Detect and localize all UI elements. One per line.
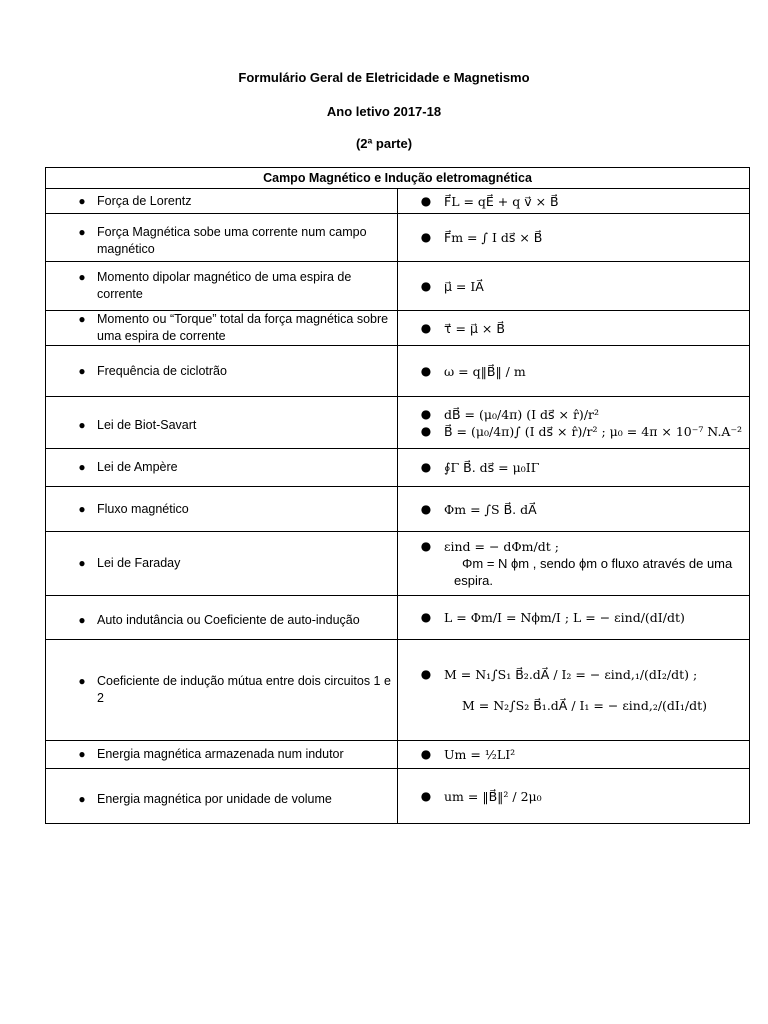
row-formula: ∮Γ B⃗. ds⃗ = μ₀IΓ [444, 460, 540, 475]
bullet-icon: ● [420, 667, 432, 681]
row-label: Auto indutância ou Coeficiente de auto-indução [97, 613, 360, 627]
bullet-icon: ● [78, 613, 86, 627]
bullet-icon: ● [420, 363, 432, 378]
bullet-icon: ● [420, 230, 432, 244]
document-year: Ano letivo 2017-18 [326, 104, 442, 119]
bullet-icon: ● [420, 747, 432, 761]
row-formula-note: espira. [454, 573, 494, 588]
bullet-icon: ● [420, 460, 432, 474]
row-formula: L = Φm/I = Nϕm/I ; L = − εind/(dI/dt) [444, 610, 685, 625]
row-label: Momento dipolar magnético de uma espira de corrente [97, 270, 352, 301]
row-formula: ω = q‖B⃗‖ / m [444, 363, 526, 379]
row-label: Lei de Ampère [97, 460, 178, 474]
document-title: Formulário Geral de Eletricidade e Magnetismo [238, 70, 530, 85]
bullet-icon: ● [420, 788, 432, 803]
table-row [46, 397, 750, 449]
bullet-icon: ● [78, 312, 86, 326]
row-formula: μ⃗ = IA⃗ [444, 278, 484, 294]
row-formula: Φm = ∫S B⃗. dA⃗ [444, 501, 537, 517]
table-row [46, 741, 750, 769]
bullet-icon: ● [78, 270, 86, 284]
table-row [46, 189, 750, 214]
bullet-icon: ● [420, 193, 432, 208]
bullet-icon: ● [420, 406, 432, 421]
row-formula: dB⃗ = (μ₀/4π) (I ds⃗ × r̂)/r² [444, 406, 600, 422]
bullet-icon: ● [420, 423, 432, 438]
formula-table [45, 167, 750, 824]
bullet-icon: ● [78, 501, 86, 516]
row-label: Energia magnética armazenada num indutor [97, 747, 344, 761]
bullet-icon: ● [78, 418, 86, 432]
table-row [46, 640, 750, 741]
table-row [46, 346, 750, 397]
table-row [46, 311, 750, 346]
row-formula: M = N₁∫S₁ B⃗₂.dA⃗ / I₂ = − εind,₁/(dI₂/dt) ; [444, 667, 698, 682]
document-part: (2ª parte) [355, 136, 413, 151]
row-label: Força Magnética sobe uma corrente num campo magnético [97, 224, 367, 256]
bullet-icon: ● [78, 791, 86, 806]
table-row [46, 262, 750, 311]
bullet-icon: ● [78, 460, 86, 474]
bullet-icon: ● [420, 278, 432, 293]
bullet-icon: ● [78, 193, 86, 208]
row-formula: um = ‖B⃗‖² / 2μ₀ [444, 788, 542, 804]
table-row [46, 769, 750, 824]
row-label: Momento ou “Torque” total da força magnética sobre uma espira de corrente [97, 312, 389, 343]
bullet-icon: ● [78, 363, 86, 378]
bullet-icon: ● [420, 539, 432, 553]
row-formula-note: Φm = N ϕm , sendo ϕm o fluxo através de uma [462, 556, 733, 571]
row-label: Energia magnética por unidade de volume [97, 791, 332, 806]
table-heading: Campo Magnético e Indução eletromagnética [46, 168, 750, 189]
bullet-icon: ● [78, 224, 86, 239]
bullet-icon: ● [420, 501, 432, 516]
row-label: Força de Lorentz [97, 193, 192, 208]
table-row [46, 214, 750, 262]
row-label: Coeficiente de indução mútua entre dois circuitos 1 e 2 [97, 674, 391, 705]
bullet-icon: ● [78, 747, 86, 761]
bullet-icon: ● [420, 320, 432, 335]
bullet-icon: ● [420, 610, 432, 624]
row-formula: B⃗ = (μ₀/4π)∫ (I ds⃗ × r̂)/r² ; μ₀ = 4π × 10⁻⁷ N.A⁻² [444, 423, 743, 439]
bullet-icon: ● [78, 674, 86, 688]
row-label: Frequência de ciclotrão [97, 363, 227, 378]
row-formula: Um = ½LI² [444, 747, 516, 762]
table-row [46, 532, 750, 596]
row-formula: εind = − dΦm/dt ; [444, 539, 559, 554]
table-row [46, 596, 750, 640]
bullet-icon: ● [78, 556, 86, 570]
row-label: Lei de Biot-Savart [97, 418, 197, 432]
row-label: Fluxo magnético [97, 501, 189, 516]
table-row [46, 487, 750, 532]
row-formula: F⃗L = qE⃗ + q v⃗ × B⃗ [444, 193, 559, 209]
table-row [46, 449, 750, 487]
row-label: Lei de Faraday [97, 556, 181, 570]
row-formula: M = N₂∫S₂ B⃗₁.dA⃗ / I₁ = − εind,₂/(dI₁/dt) [462, 698, 707, 713]
row-formula: F⃗m = ∫ I ds⃗ × B⃗ [444, 230, 543, 245]
row-formula: τ⃗ = μ⃗ × B⃗ [444, 320, 505, 336]
